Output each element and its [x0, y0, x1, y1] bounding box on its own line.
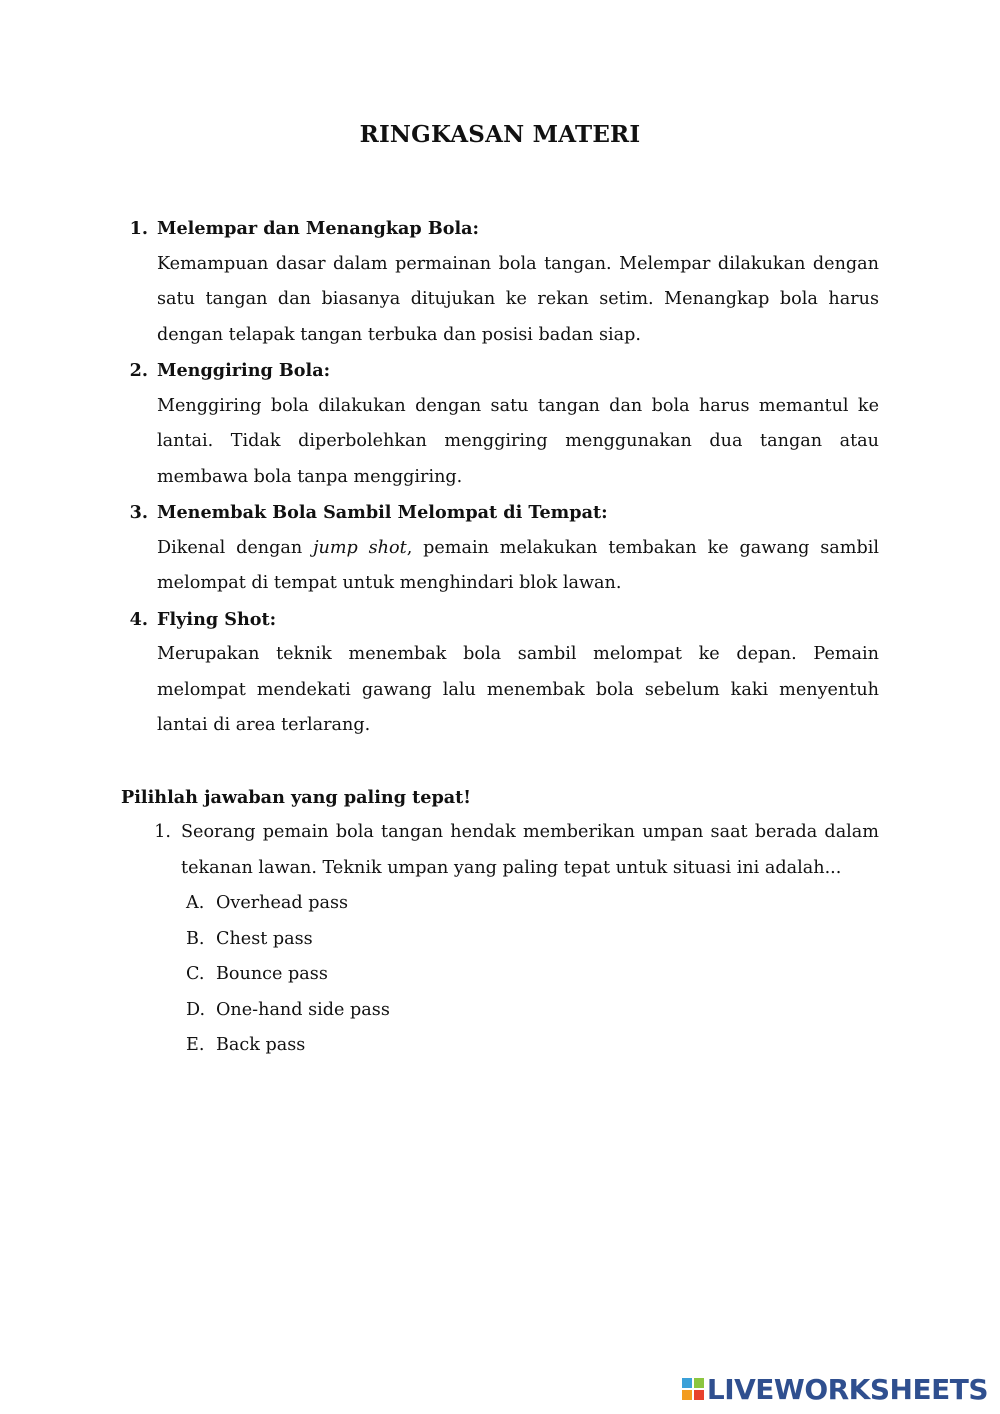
summary-item-body [157, 531, 879, 602]
summary-item [121, 495, 879, 602]
summary-item [121, 353, 879, 495]
summary-item-heading: Menggiring Bola: [157, 360, 331, 381]
summary-list [121, 211, 879, 744]
option-text: One-hand side pass [216, 999, 390, 1020]
question-block [146, 815, 879, 1064]
answer-option[interactable] [186, 1028, 879, 1064]
summary-item-body: Menggiring bola dilakukan dengan satu tangan dan bola harus memantul ke lantai. Tidak diperbolehkan menggiring menggunakan dua tangan atau membawa bola tanpa menggiring. [157, 395, 879, 487]
option-letter: B. [186, 928, 205, 949]
summary-item [121, 602, 879, 744]
summary-item-body: Kemampuan dasar dalam permainan bola tangan. Melempar dilakukan dengan satu tangan dan biasanya ditujukan ke rekan setim. Menangkap bola harus dengan telapak tangan terbuka dan posisi badan siap. [157, 253, 879, 345]
logo-square [682, 1390, 692, 1400]
question-text: Seorang pemain bola tangan hendak memberikan umpan saat berada dalam tekanan lawan. Teknik umpan yang paling tepat untuk situasi ini adalah... [181, 822, 879, 878]
body-text: Dikenal dengan [157, 537, 314, 558]
question-number: 1. [154, 822, 171, 842]
answer-option[interactable] [186, 993, 879, 1029]
body-italic-term: jump shot [313, 537, 407, 558]
summary-item-heading: Melempar dan Menangkap Bola: [157, 218, 480, 239]
answer-option[interactable] [186, 886, 879, 922]
logo-square [682, 1378, 692, 1388]
logo-text: LIVEWORKSHEETS [706, 1372, 988, 1406]
option-letter: A. [186, 893, 205, 913]
summary-item-heading: Flying Shot: [157, 608, 277, 630]
question-instruction: Pilihlah jawaban yang paling tepat! [121, 787, 472, 808]
logo-square [694, 1378, 704, 1388]
liveworksheets-logo [682, 1374, 988, 1404]
option-letter: E. [186, 1035, 205, 1055]
option-text: Chest pass [216, 928, 313, 949]
option-text: Back pass [216, 1035, 306, 1055]
option-letter: D. [186, 999, 206, 1020]
summary-item-body: Merupakan teknik menembak bola sambil melompat ke depan. Pemain melompat mendekati gawang lalu menembak bola sebelum kaki menyentuh lantai di area terlarang. [157, 644, 879, 735]
option-letter: C. [186, 964, 205, 984]
answer-options [146, 886, 879, 1064]
summary-item-number: 4. [129, 608, 148, 630]
answer-option[interactable] [186, 957, 879, 993]
page-title: RINGKASAN MATERI [359, 121, 641, 148]
option-text: Bounce pass [216, 964, 328, 984]
summary-item [121, 211, 879, 353]
summary-item-heading: Menembak Bola Sambil Melompat di Tempat: [157, 502, 608, 523]
summary-item-number: 2. [129, 360, 148, 381]
summary-item-number: 1. [129, 218, 148, 239]
logo-grid-icon [682, 1378, 704, 1400]
option-text: Overhead pass [216, 893, 349, 913]
body-text: , pemain melakukan tembakan ke gawang sambil melompat di tempat untuk menghindari blok lawan. [157, 537, 879, 593]
answer-option[interactable] [186, 922, 879, 958]
logo-square [694, 1390, 704, 1400]
summary-item-number: 3. [129, 502, 148, 523]
